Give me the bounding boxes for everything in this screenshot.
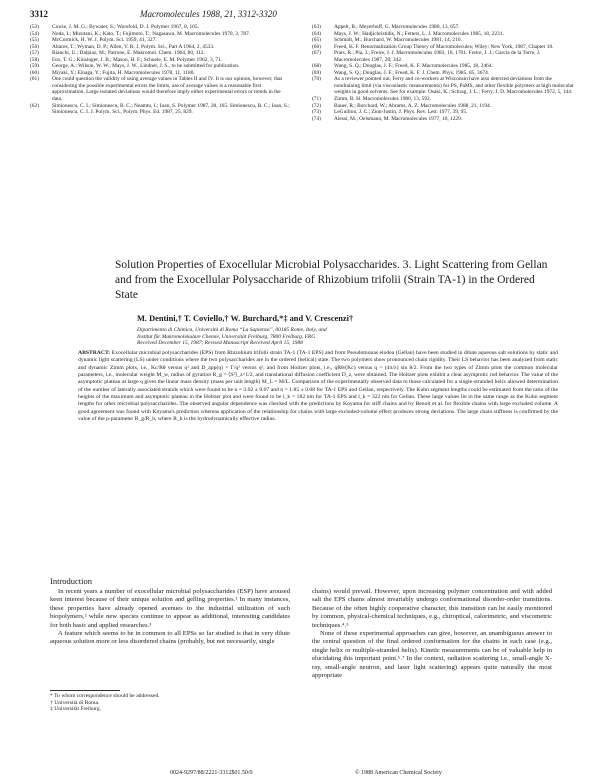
reference-text: Bianchi, U.; Dalpiaz, M.; Patrone, E. Makromol. Chem. 1964, 80, 112. [52,50,205,57]
reference-text: Alessi, M.; Oelsmann, M. Macromolecules 1977, 10, 1229. [334,115,463,122]
footnotes [50,693,290,713]
reference-entry [312,50,574,63]
reference-text: Fox, T. G.; Kinsinger, J. B.; Mason, H. F.; Schuele, E. M. Polymer 1962, 3, 71. [52,56,223,63]
reference-number: (68) [312,63,321,70]
reference-number: (67) [312,50,321,57]
reference-entry [312,116,574,123]
reference-entry [30,76,292,102]
abstract-text: Exocellular microbial polysaccharides (EPS) from Rhizobium trifolii strain TA-1 (TA-1 EPS) and from Pseudomonas elodea (Gellan) have been studied in dilute aqueous salt solutions by static and dynamic light scattering (LS) under conditions where the two polysaccharides are in the ordered (helical) state. The two polymers show pronounced chain rigidity. Their LS behavior has been analyzed from static and dynamic Zimm plots, i.e., Kc/Rθ versus q² and D_app(q) = Γ/q² versus q², and from Holtzer plots, i.e., qRθ/(Kc) versus q = (4π/λ) sin θ/2. From the two types of Zimm plots the common molecular parameters, i.e., molecular weight M_w, radius of gyration R_g = ⟨S²⟩_z^1/2, and translational diffusion coefficient D_z, were obtained. The Holtzer plots exhibit a clear asymptotic rod behavior. The value of the asymptotic plateau at large q gives the linear mass density (mass per unit length) M_L = M/L. Comparison of the experimentally observed data to those calculated for a single-stranded helix allowed determination of the number of laterally associated strands which were found to be n = 3.02 ± 0.07 and n = 1.85 ± 0.08 for TA-1 EPS and Gellan, respectively. The Kuhn segment lengths could be estimated from the ratio of the heights of the maximum and asymptotic plateau in the Holtzer plot and were found to be l_k = 182 nm for TA-1 EPS and l_k = 322 nm for Gellan. These large values lie in the same range as the Kuhn segment lengths for other microbial polysaccharides. The observed angular dependence was checked with the predictions by Koyama for stiff chains and by Benoit et al. for flexible chains with large excluded volume. A good agreement was found with Koyama's prediction whereas application of the relationship for chains with large excluded-volume effect produces strong deviations. The large chain stiffness is confirmed by the value of the ρ-parameter R_g/R_h, where R_h is the hydrodynamically effective radius. [78,350,558,423]
reference-text: Schmidt, M.; Burchard, W. Macromolecules 1981, 14, 210. [334,37,462,44]
reference-text: George, A.; Wilson, W. W.; Mays, J. W., Lindner, J. S., to be submitted for publication. [52,63,240,70]
footnote-correspondence: * To whom correspondence should be addressed. [50,693,160,699]
reference-text: Altares, T.; Wyman, D. P.; Allen, V. R. J. Polym. Sci., Part A 1964, 2, 4533. [52,43,215,50]
reference-text: Wang, S. Q.; Douglas, J. F.; Freed, K. F. Macromolecules 1985, 18, 2464. [334,63,493,70]
abstract [78,350,558,423]
page-footer [50,770,560,780]
reference-number: (54) [30,30,39,37]
footnote-rule [50,690,120,691]
reference-number: (60) [30,69,39,76]
received-dates: Received December 15, 1987; Revised Manuscript Received April 15, 1988 [137,340,303,347]
intro-paragraph: A feature which seems to be in common to all EPSs so far studied is that in very dilute aqueous solution more or less disordered chains (probably, but not necessarily, single [50,630,290,646]
reference-text: As a reviewer pointed out, Ferry and co-workers at Wisconsin have also detected deviations from the nondraining limit (via viscoelastic measurements) for PS, PaMS, and other flexible polymers at high molecular weights in good solvents. See for example: Osaki, K.; Schrag, J. L.; Ferry, J. D. Macromolecules 1972, 5, 144. [334,76,574,96]
intro-paragraph: chains) would prevail. However, upon increasing polymer concentration and with added salt the EPS chains almost invariably undergo conformational disorder-order transitions. Because of the often highly cooperative character, this transition can be easily monitored by common, physical-chemical techniques, e.g., chiroptical, calorimetric, and viscometric techniques.⁴˒⁵ [312,588,552,629]
reference-number: (58) [30,56,39,63]
intro-paragraph: None of these experimental approaches can give, however, an unambiguous answer to the central question of the final ordered conformation for the chains in each case (e.g., single helix or multiple-stranded helix). Kinetic measurements can be of valuable help in elucidating this important point.⁶˒⁷ In the context, radiation scattering i.e., small-angle X-ray, small-angle neutron, and laser light scattering) appears quite naturally the most appropriate [312,630,552,680]
reference-number: (55) [30,37,39,44]
reference-number: (74) [312,115,321,122]
reference-number: (72) [312,102,321,109]
reference-number: (61) [30,76,39,83]
reference-number: (65) [312,37,321,44]
reference-text: Wang, S. Q.; Douglas, J. F.; Freed, K. F. J. Chem. Phys. 1985, 85, 3674. [334,69,490,76]
reference-text: Simionescu, C. I.; Simionescu, B. C.; Neamtu, I.; Ioan, S. Polymer 1987, 28, 165. Simionescu, B. C.; Ioan, S.; Simionescu, C. I. J. Polym. Sci., Polym. Phys. Ed. 1987, 25, 829. [52,102,290,116]
reference-number: (59) [30,63,39,70]
reference-text: One could question the validity of using average values in Tables II and IV. It is our opinion, however, that considering the possible experimental errors the limits, use of average values is a reasonable first approximation. Large isolated deviations would therefore imply either experimental errors or trends in the data. [52,76,283,103]
affiliation-freiburg: Institut für Makromolekulare Chemie, Universität Freiburg, 7800 Freiburg, FRG [137,333,316,340]
reference-entry [30,103,292,116]
affiliations [137,327,557,347]
reference-number: (73) [312,109,321,116]
reference-number: (63) [312,24,321,30]
running-head [30,9,570,23]
article-title: Solution Properties of Exocellular Microbial Polysaccharides. 3. Light Scattering from Gellan and from the Exocellular Polysaccharide of Rhizobium trifolii (Strain TA-1) in the Ordered State [115,259,548,301]
references-left-column [30,24,292,116]
intro-paragraph: In recent years a number of exocellular microbial polysaccharides (ESP) have aroused keen interest because of their unique solution and gelling properties.¹ In many instances, these properties have already opened avenues to the industrial utilization of such biopolymers,² while new species continue to appear as additional, interesting candidates for both basic and applied researches.³ [50,588,290,629]
reference-text: LeGuillou, J. C.; Zinn-Justin, J. Phys. Rev. Lett. 1977, 39, 95. [334,109,468,116]
reference-text: Bauer, R.; Burchard, W.; Abrams, A. Z. Macromolecules 1988, 21, 1194. [334,102,492,109]
reference-text: Noda, I.; Mizutani, K.; Kato, T.; Fujimoto, T.; Nagasawa, M. Macromolecules 1970, 3, 787. [52,30,251,37]
reference-text: Freed, K. F. Renormalization Group Theory of Macromolecules; Wiley: New York, 1987, Chapter 10. [334,43,554,50]
reference-number: (71) [312,96,321,103]
reference-number: (56) [30,43,39,50]
reference-number: (53) [30,24,39,30]
reference-text: Appelt, B.; Meyerhoff, G. Macromolecules 1980, 13, 657. [334,24,460,30]
affiliation-rome: Dipartimento di Chimica, Università di Roma “La Sapienza”, 00185 Rome, Italy, and [137,327,327,333]
section-heading-introduction: Introduction [50,576,93,586]
reference-text: McCormick, H. W. J. Polym. Sci. 1959, 41, 327. [52,37,157,44]
footnote-rome: † Università di Roma. [50,699,100,706]
references-right-column [312,24,574,122]
footnote-freiburg: ‡ Universität Freiburg. [50,706,102,713]
reference-number: (69) [312,69,321,76]
reference-number: (62) [30,102,39,109]
reference-text: Cowie, J. M. G.; Bywater, S.; Worsfold, D. J. Polymer 1967, 8, 105. [52,24,199,30]
reference-number: (66) [312,43,321,50]
reference-entry [312,76,574,96]
page-number: 3312 [30,9,48,19]
reference-text: Prats, R.; Pla, J.; Freire, J. J. Macromolecules 1983, 16, 1701. Freire, J. J.; Garcia de la Torre, J. Macromolecules 1987, 20, 342. [334,50,541,63]
abstract-label: ABSTRACT: [78,350,111,356]
reference-number: (57) [30,50,39,57]
journal-citation: Macromolecules 1988, 21, 3312-3320 [140,9,277,19]
reference-text: Zimm, B. H. Macromolecules 1980, 13, 592. [334,96,432,103]
reference-number: (64) [312,30,321,37]
intro-left-column [50,588,290,647]
intro-right-column [312,588,552,680]
reference-text: Miyaki, Y.; Einaga, Y.; Fujita, H. Macromolecules 1978, 11, 1180. [52,69,195,76]
article-code: 0024-9297/88/2221-3312$01.50/0 [170,770,253,776]
article-authors: M. Dentini,† T. Coviello,† W. Burchard,*‡ and V. Crescenzi† [137,314,354,323]
copyright: © 1988 American Chemical Society [355,770,442,776]
reference-number: (70) [312,76,321,83]
reference-text: Mays, J. W.; Hadjichristidis, N.; Fetters, L. J. Macromolecules 1985, 18, 2231. [334,30,504,37]
